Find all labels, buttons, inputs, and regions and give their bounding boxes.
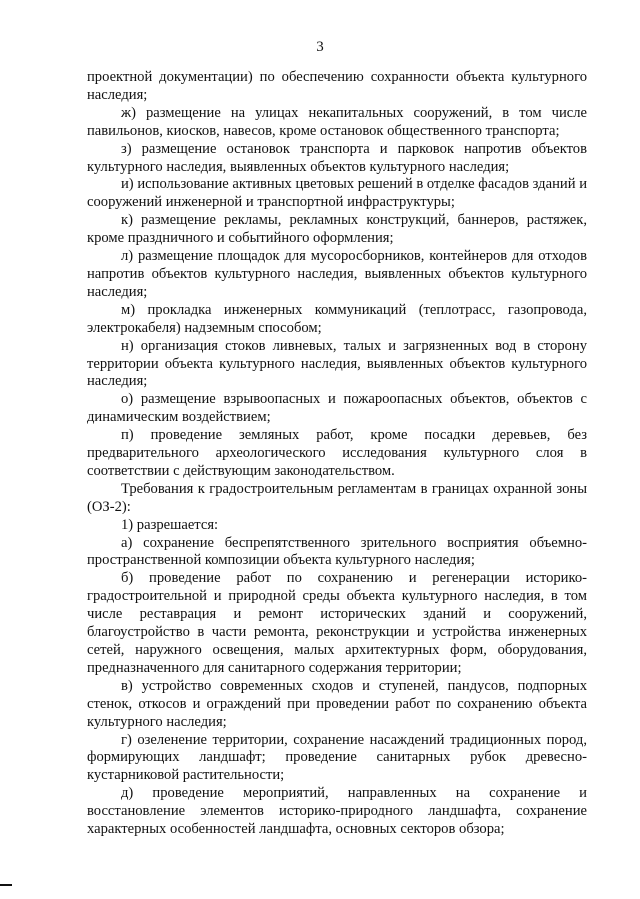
paragraph-permitted: 1) разрешается:	[121, 516, 219, 533]
paragraph-oz2-requirements: Требования к градостроительным регламентам в границах охранной зоны (ОЗ-2):	[87, 480, 587, 515]
paragraph-item-p: п) проведение земляных работ, кроме посадки деревьев, без предварительного археологического исследования культурного слоя в соответствии с действующим законодательством.	[87, 427, 587, 479]
paragraph-item-k: к) размещение рекламы, рекламных конструкций, баннеров, растяжек, кроме праздничного и событийного оформления;	[87, 212, 587, 247]
paragraph-continuation: проектной документации) по обеспечению сохранности объекта культурного наследия;	[87, 69, 587, 103]
document-body	[87, 69, 587, 839]
paragraph-item-zh: ж) размещение на улицах некапитальных сооружений, в том числе павильонов, киосков, навесов, кроме остановок общественного транспорта;	[87, 104, 587, 139]
page-number: 3	[316, 39, 324, 55]
paragraph-item-l: л) размещение площадок для мусоросборников, контейнеров для отходов напротив объектов культурного наследия, выявленных объектов культурного наследия;	[87, 248, 587, 300]
paragraph-item-g: г) озеленение территории, сохранение насаждений традиционных пород, формирующих ландшафт; проведение санитарных рубок древесно-кустарниковой растительности;	[87, 731, 587, 784]
paragraph-item-n: н) организация стоков ливневых, талых и загрязненных вод в сторону территории объекта культурного наследия, выявленных объектов культурного наследия;	[87, 337, 587, 390]
margin-mark	[0, 884, 12, 886]
paragraph-item-i: и) использование активных цветовых решений в отделке фасадов зданий и сооружений инженерной и транспортной инфраструктуры;	[87, 176, 587, 211]
paragraph-item-d: д) проведение мероприятий, направленных на сохранение и восстановление элементов историко-природного ландшафта, сохранение характерных особенностей ландшафта, основных секторов обзора;	[87, 785, 587, 838]
paragraph-item-o: о) размещение взрывоопасных и пожароопасных объектов, объектов с динамическим воздействием;	[87, 391, 587, 426]
paragraph-item-a: а) сохранение беспрепятственного зрительного восприятия объемно-пространственной композиции объекта культурного наследия;	[87, 534, 587, 569]
paragraph-item-z: з) размещение остановок транспорта и парковок напротив объектов культурного наследия, выявленных объектов культурного наследия;	[87, 140, 587, 175]
paragraph-item-m: м) прокладка инженерных коммуникаций (теплотрасс, газопровода, электрокабеля) надземным способом;	[87, 301, 587, 336]
paragraph-item-v: в) устройство современных сходов и ступеней, пандусов, подпорных стенок, откосов и ограждений при проведении работ по сохранению объекта культурного наследия;	[87, 677, 587, 730]
paragraph-item-b: б) проведение работ по сохранению и регенерации историко-градостроительной и природной среды объекта культурного наследия, в том числе реставрация и ремонт исторических зданий и сооружений, благоустройство в части ремонта, реконструкции и устройства инженерных сетей, наружного освещения, малых архитектурных форм, оборудования, предназначенного для санитарного содержания территории;	[87, 570, 587, 676]
